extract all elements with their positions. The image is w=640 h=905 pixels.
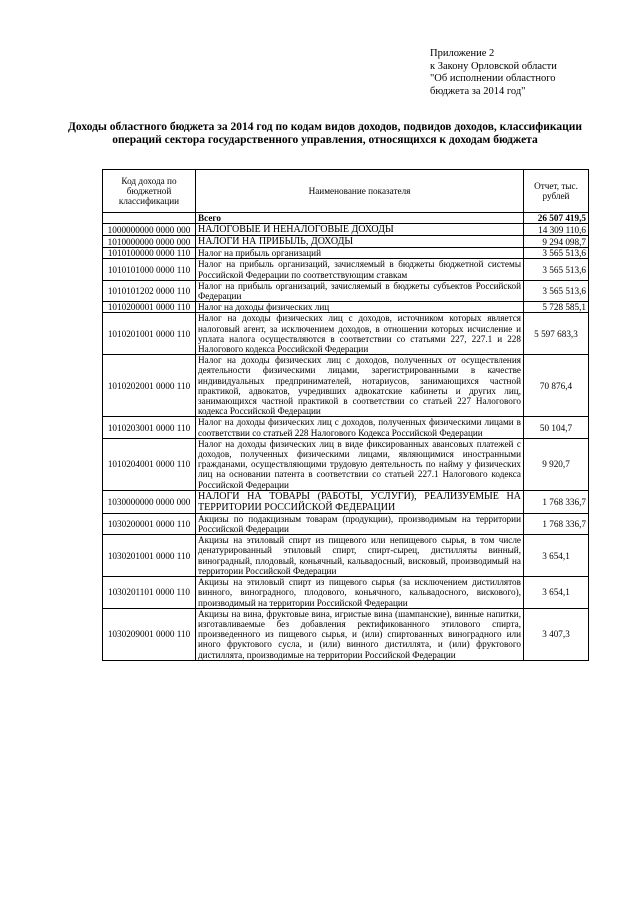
row-name: Налог на доходы физических лиц с доходов, источником которых является налоговый агент, за исключением доходов, в отношении которых исчисление и уплата налога осуществляются в соответствии со статьями 227, 227.1 и 228 Налогового кодекса Российской Федерации [196, 313, 524, 355]
table-row [103, 438, 589, 490]
row-name: Налог на доходы физических лиц [196, 302, 524, 313]
table-row [103, 490, 589, 513]
row-value: 3 565 513,6 [524, 259, 589, 280]
row-name: Налог на доходы физических лиц с доходов, полученных от осуществления деятельности физическими лицами, зарегистрированными в качестве индивидуальных предпринимателей, нотариусов, занимающихся частной практикой, адвокатов, учредивших адвокатские кабинеты и других лиц, занимающихся частной практикой в соответствии со статьей 227 Налогового кодекса Российской Федерации [196, 355, 524, 417]
row-name: Налог на доходы физических лиц в виде фиксированных авансовых платежей с доходов, полученных физическими лицами, являющимися иностранными гражданами, осуществляющими трудовую деятельность по найму у физических лиц на основании патента в соответствии со статьей 227.1 Налогового кодекса Российской Федерации [196, 438, 524, 490]
row-value: 14 309 110,6 [524, 224, 589, 236]
row-name: Акцизы на этиловый спирт из пищевого или непищевого сырья, в том числе денатурированный этиловый спирт, спирт-сырец, дистилляты винный, виноградный, плодовый, коньячный, кальвадосный, висковый, производимый на территории Российской Федерации [196, 535, 524, 577]
appendix-line: "Об исполнении областного [430, 73, 556, 84]
table-row [103, 513, 589, 534]
row-value: 3 654,1 [524, 535, 589, 577]
table-row [103, 355, 589, 417]
header-value: Отчет, тыс. рублей [524, 170, 589, 213]
row-value: 9 920,7 [524, 438, 589, 490]
row-code: 1030201001 0000 110 [103, 535, 196, 577]
row-value: 3 654,1 [524, 577, 589, 609]
appendix-line: бюджета за 2014 год" [430, 85, 526, 97]
row-code: 1010000000 0000 000 [103, 236, 196, 248]
table-row [103, 577, 589, 609]
total-code [103, 213, 196, 224]
row-value: 9 294 098,7 [524, 236, 589, 248]
row-value: 1 768 336,7 [524, 513, 589, 534]
row-name: Налог на прибыль организаций [196, 248, 524, 259]
row-code: 1000000000 0000 000 [103, 224, 196, 236]
row-value: 3 565 513,6 [524, 280, 589, 301]
row-value: 3 407,3 [524, 608, 589, 660]
row-value: 5 597 683,3 [524, 313, 589, 355]
row-value: 50 104,7 [524, 417, 589, 438]
row-code: 1030201101 0000 110 [103, 577, 196, 609]
table-row [103, 417, 589, 438]
table-row [103, 259, 589, 280]
row-name: НАЛОГИ НА ТОВАРЫ (РАБОТЫ, УСЛУГИ), РЕАЛИЗУЕМЫЕ НА ТЕРРИТОРИИ РОССИЙСКОЙ ФЕДЕРАЦИИ [196, 490, 524, 513]
total-value: 26 507 419,5 [524, 213, 589, 224]
row-code: 1010201001 0000 110 [103, 313, 196, 355]
total-label: Всего [196, 213, 524, 224]
header-code: Код дохода по бюджетной классификации [103, 170, 196, 213]
row-code: 1030209001 0000 110 [103, 608, 196, 660]
row-value: 1 768 336,7 [524, 490, 589, 513]
table-row [103, 535, 589, 577]
row-code: 1010101000 0000 110 [103, 259, 196, 280]
appendix-line: к Закону Орловской области [430, 60, 557, 72]
table-header-row [103, 170, 589, 213]
row-code: 1010200001 0000 110 [103, 302, 196, 313]
row-name: Налог на прибыль организаций, зачисляемый в бюджеты субъектов Российской Федерации [196, 280, 524, 301]
row-code: 1010202001 0000 110 [103, 355, 196, 417]
header-name: Наименование показателя [196, 170, 524, 213]
row-value: 3 565 513,6 [524, 248, 589, 259]
page-title: Доходы областного бюджета за 2014 год по кодам видов доходов, подвидов доходов, классификации операций сектора государственного управления, относящихся к доходам бюджета [68, 121, 582, 146]
budget-table [102, 169, 589, 661]
table-row [103, 236, 589, 248]
row-name: НАЛОГОВЫЕ И НЕНАЛОГОВЫЕ ДОХОДЫ [196, 224, 524, 236]
row-code: 1030000000 0000 000 [103, 490, 196, 513]
appendix-note [430, 48, 600, 98]
row-name: Налог на прибыль организаций, зачисляемый в бюджеты бюджетной системы Российской Федерации по соответствующим ставкам [196, 259, 524, 280]
row-name: Акцизы на этиловый спирт из пищевого сырья (за исключением дистиллятов винного, виноградного, плодового, коньячного, кальвадосного, вискового), производимый на территории Российской Федерации [196, 577, 524, 609]
row-name: Акцизы на вина, фруктовые вина, игристые вина (шампанские), винные напитки, изготавливаемые без добавления ректификованного этилового спирта, произведенного из пищевого сырья, и (или) спиртованных виноградного или иного фруктового сусла, и (или) винного дистиллята, и (или) фруктового дистиллята, производимые на территории Российской Федерации [196, 608, 524, 660]
row-code: 1030200001 0000 110 [103, 513, 196, 534]
total-row [103, 213, 589, 224]
row-code: 1010101202 0000 110 [103, 280, 196, 301]
table-row [103, 302, 589, 313]
row-code: 1010204001 0000 110 [103, 438, 196, 490]
table-row [103, 280, 589, 301]
table-row [103, 608, 589, 660]
table-row [103, 248, 589, 259]
row-name: НАЛОГИ НА ПРИБЫЛЬ, ДОХОДЫ [196, 236, 524, 248]
table-row [103, 224, 589, 236]
row-value: 70 876,4 [524, 355, 589, 417]
row-code: 1010203001 0000 110 [103, 417, 196, 438]
row-name: Налог на доходы физических лиц с доходов, полученных физическими лицами в соответствии со статьей 228 Налогового Кодекса Российской Федерации [196, 417, 524, 438]
table-row [103, 313, 589, 355]
row-name: Акцизы по подакцизным товарам (продукции), производимым на территории Российской Федерации [196, 513, 524, 534]
appendix-line: Приложение 2 [430, 48, 495, 59]
row-value: 5 728 585,1 [524, 302, 589, 313]
row-code: 1010100000 0000 110 [103, 248, 196, 259]
